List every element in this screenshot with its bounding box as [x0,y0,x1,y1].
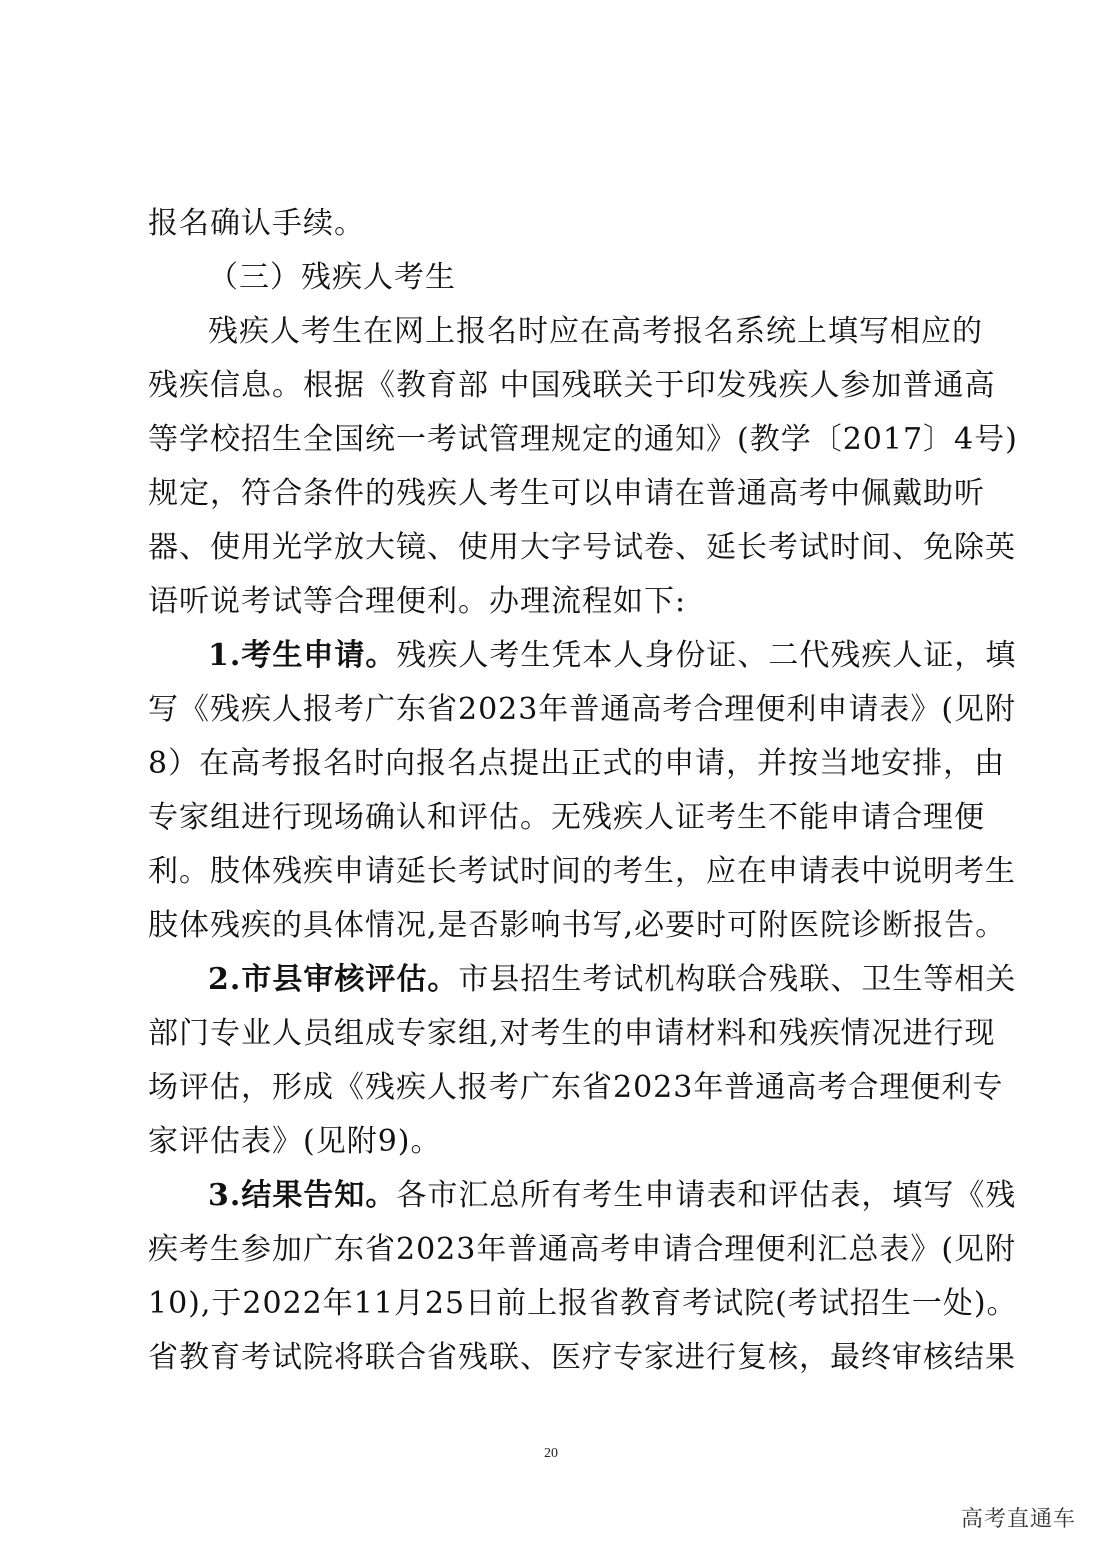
text-line-5: 等学校招生全国统一考试管理规定的通知》(教学〔2017〕4号) [148,422,1018,457]
watermark-text: 高考直通车 [960,1507,1076,1532]
step-2-heading: 2.市县审核评估。 [208,962,459,997]
text-line-4: 残疾信息。根据《教育部 中国残联关于印发残疾人参加普通高 [148,368,996,403]
text-line-7: 器、使用光学放大镜、使用大字号试卷、延长考试时间、免除英 [148,530,1016,565]
step-3-line [208,1169,1017,1223]
text-line-14: 肢体残疾的具体情况,是否影响书写,必要时可附医院诊断报告。 [148,908,1007,943]
text-line-22: 省教育考试院将联合省残联、医疗专家进行复核，最终审核结果 [148,1340,1016,1375]
step-1-line [208,629,1017,683]
page-number: 20 [544,1446,558,1461]
step-2-line [208,953,1017,1007]
text-line-10: 写《残疾人报考广东省2023年普通高考合理便利申请表》(见附 [148,692,1017,727]
text-line-20: 疾考生参加广东省2023年普通高考申请合理便利汇总表》(见附 [148,1232,1017,1267]
text-line-11: 8）在高考报名时向报名点提出正式的申请，并按当地安排，由 [148,746,1006,781]
text-line-17: 场评估，形成《残疾人报考广东省2023年普通高考合理便利专 [148,1070,1004,1105]
text-line-8: 语听说考试等合理便利。办理流程如下: [148,584,687,619]
step-3-text: 各市汇总所有考生申请表和评估表，填写《残 [396,1178,1017,1213]
text-line-1: 报名确认手续。 [148,206,365,241]
step-2-text: 市县招生考试机构联合残联、卫生等相关 [458,962,1017,997]
section-heading-disabled-candidates: （三）残疾人考生 [208,260,456,295]
text-line-12: 专家组进行现场确认和评估。无残疾人证考生不能申请合理便 [148,800,985,835]
text-line-21: 10),于2022年11月25日前上报省教育考试院(考试招生一处)。 [148,1286,1018,1321]
text-line-16: 部门专业人员组成专家组,对考生的申请材料和残疾情况进行现 [148,1016,996,1051]
step-1-heading: 1.考生申请。 [208,638,397,673]
text-line-3: 残疾人考生在网上报名时应在高考报名系统上填写相应的 [208,314,983,349]
text-line-6: 规定，符合条件的残疾人考生可以申请在普通高考中佩戴助听 [148,476,985,511]
text-line-18: 家评估表》(见附9)。 [148,1124,442,1159]
text-line-13: 利。肢体残疾申请延长考试时间的考生，应在申请表中说明考生 [148,854,1016,889]
step-1-text: 残疾人考生凭本人身份证、二代残疾人证，填 [396,638,1017,673]
step-3-heading: 3.结果告知。 [208,1178,397,1213]
